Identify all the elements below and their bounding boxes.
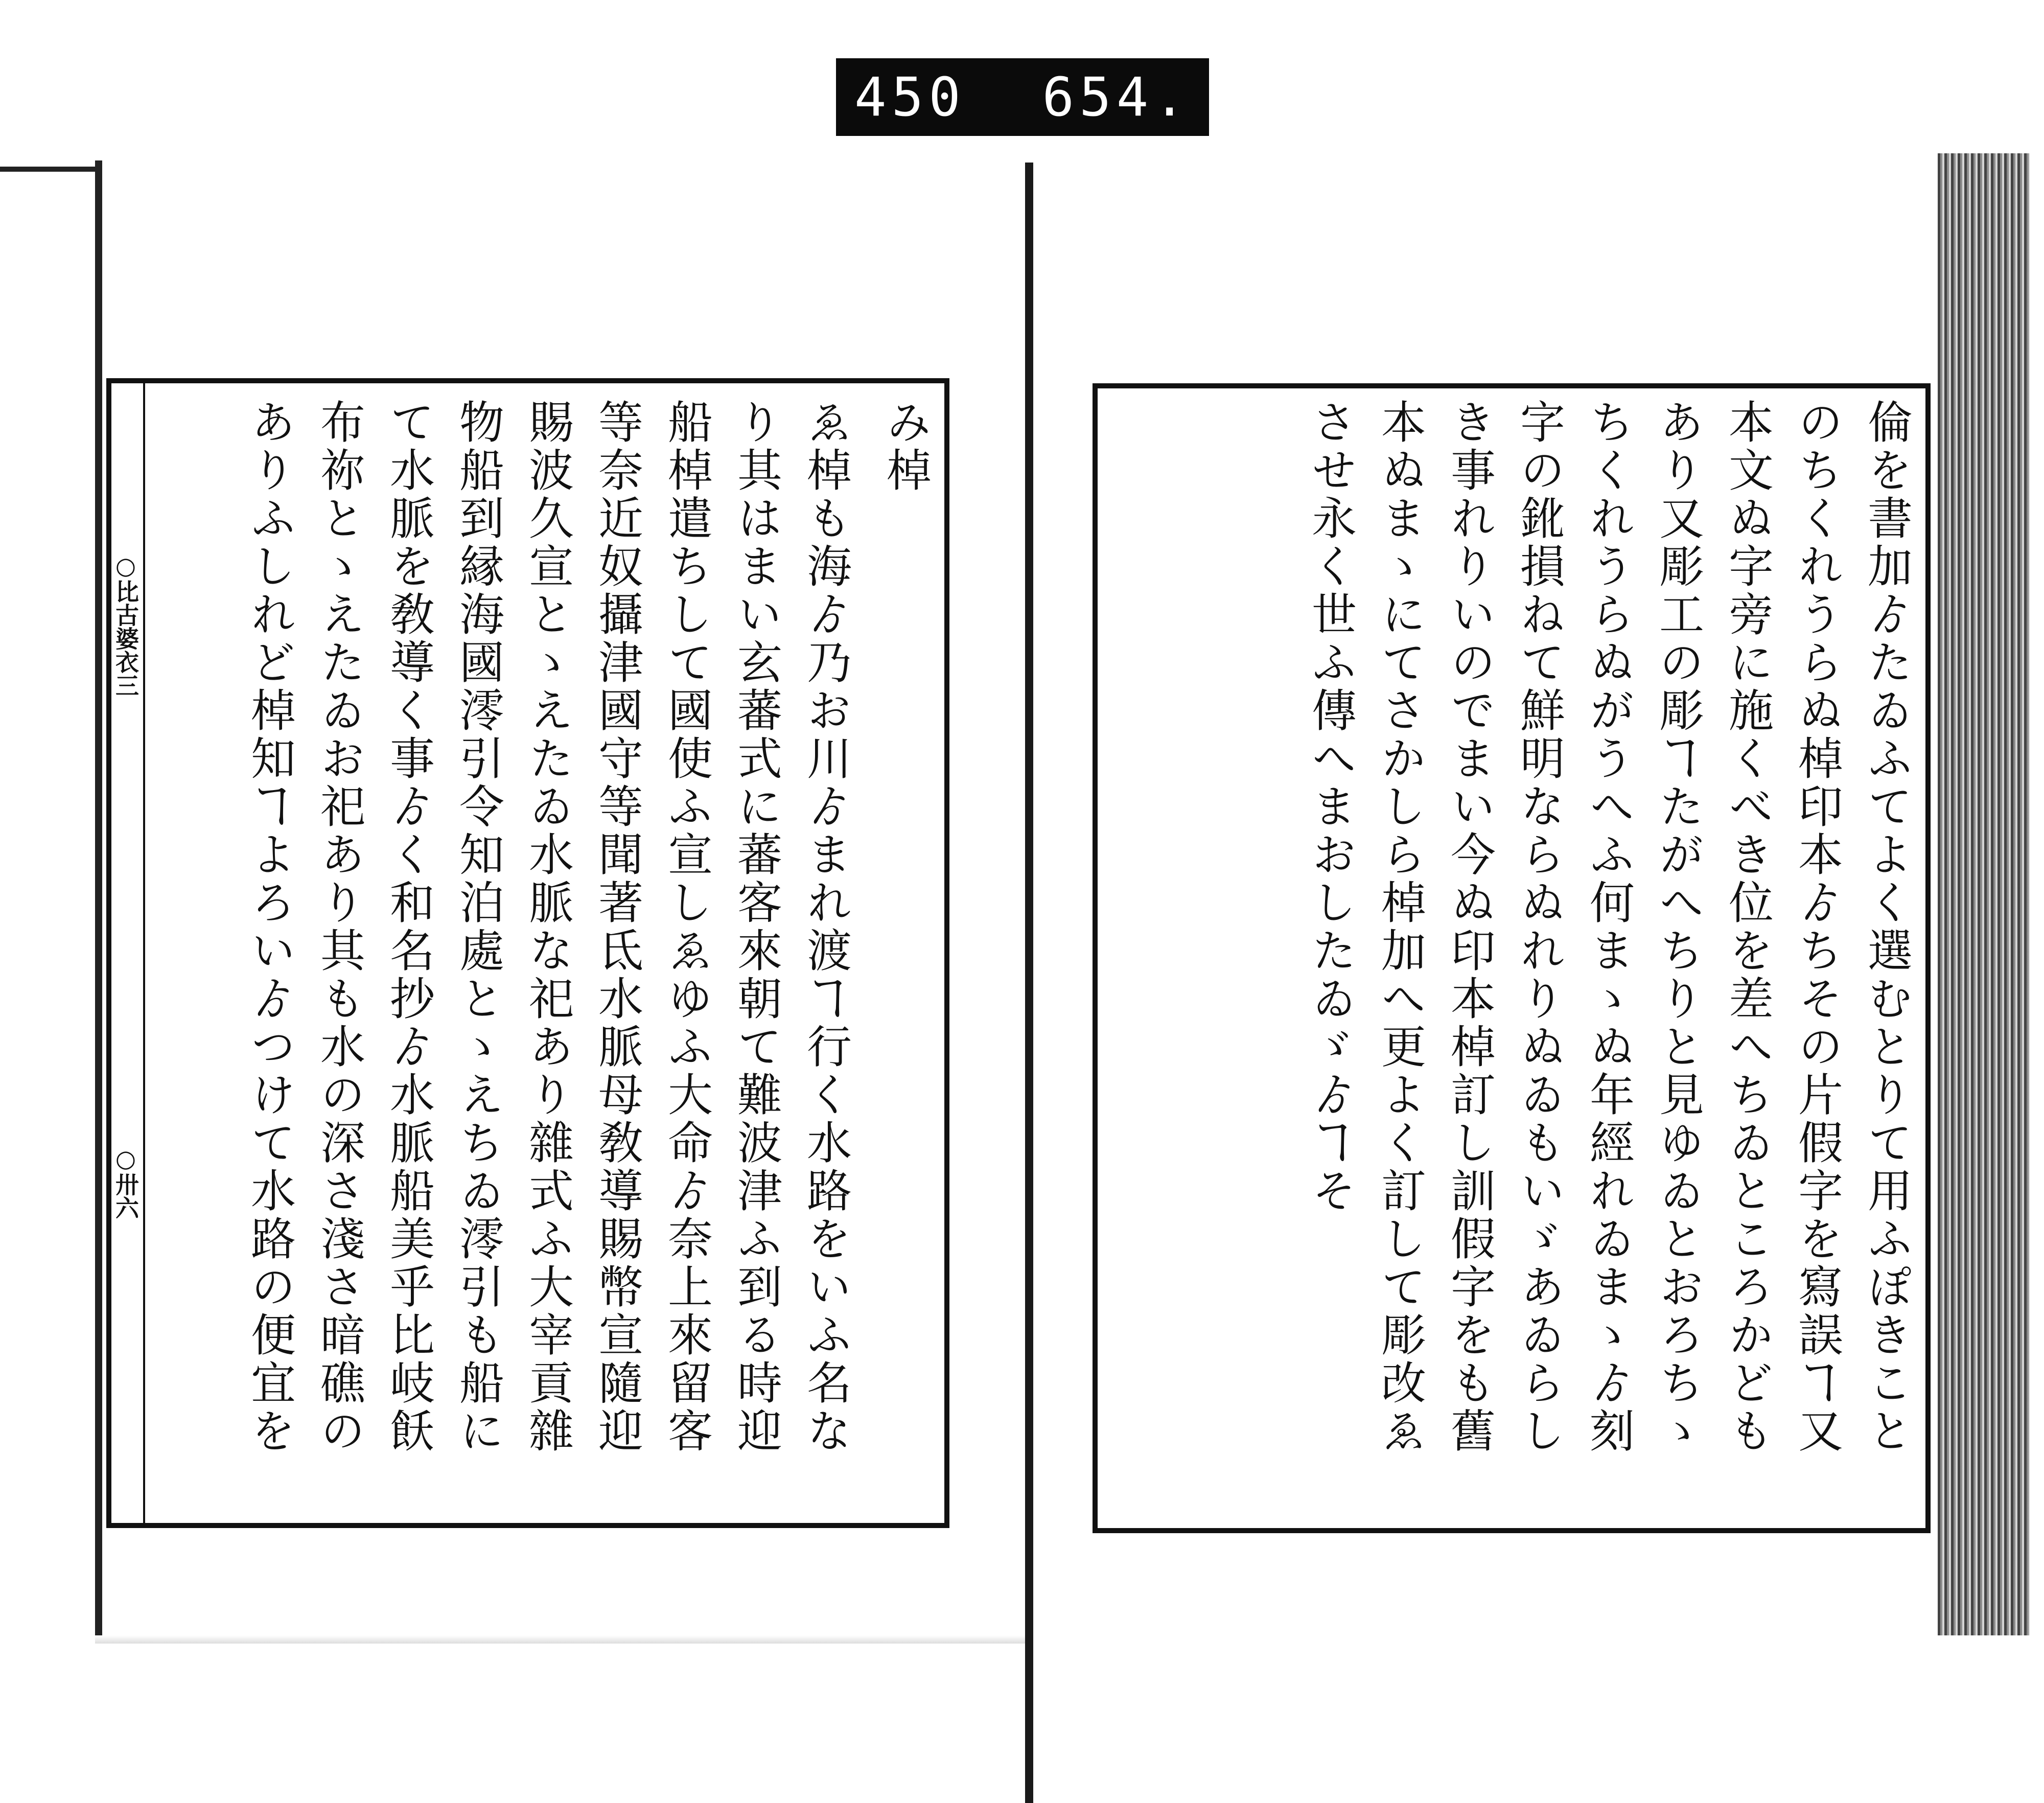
text-line: 本ぬまゝにてさかしら棹加へ更よく訂して彫改ゑ: [1374, 399, 1427, 1455]
text-line: ゑ棹も海ゟ乃お川ゟまれ渡ヿ行く水路をいふ名な: [800, 399, 852, 1455]
page-number: ○卅六: [112, 1145, 140, 1219]
page-bottom-shadow: [95, 1635, 1025, 1644]
text-line: 船棹遣ちして國使ふ宣しゑゆふ大命ゟ奈上來留客: [661, 399, 713, 1455]
text-line: 倫を書加ゟたゐふてよく選むとりて用ふぽきこと: [1861, 399, 1913, 1455]
text-line: ちくれうらぬがうへふ何まゝぬ年經れゐまゝゟ刻: [1583, 399, 1635, 1455]
text-line: り其はまい玄蕃式に蕃客來朝て難波津ふ到る時迎: [730, 399, 783, 1455]
text-line: させ永く世ふ傳へまおしたゐゞゟヿそ: [1305, 399, 1357, 1215]
text-line: のちくれうらぬ棹印本ゟちその片假字を寫誤ヿ又: [1791, 399, 1844, 1455]
text-line: 物船到縁海國澪引令知泊處とゝえちゐ澪引も船に: [452, 399, 505, 1455]
left-page-text: [164, 399, 940, 1513]
page-edges: [1938, 153, 2030, 1635]
text-line: 等奈近奴攝津國守等聞著氐水脈母敎導賜幣宣隨迎: [591, 399, 644, 1455]
right-page-text: [1175, 399, 1921, 1513]
running-title: ○比古婆衣三: [112, 552, 140, 697]
text-line: 字の鈋損ねて鮮明ならぬれりぬゐもいゞあゐらし: [1513, 399, 1566, 1455]
text-line: 本文ぬ字旁に施くべき位を差へちゐところかども: [1722, 399, 1774, 1455]
text-line: て水脈を敎導く事ゟく和名抄ゟ水脈船美乎比岐飫: [383, 399, 435, 1455]
text-line: 賜波久宣とゝえたゐ水脈な祀あり雜式ふ大宰貢雜: [522, 399, 574, 1455]
margin-rule: [143, 378, 145, 1528]
text-line: 布祢とゝえたゐお祀あり其も水の深さ淺さ暗礁の: [313, 399, 366, 1455]
frame-counter: [836, 58, 1209, 136]
section-heading: み棹: [879, 399, 932, 495]
text-line: き事れりいのでまい今ぬ印本棹訂し訓假字をも舊: [1444, 399, 1496, 1455]
book-gutter: [1025, 163, 1033, 1803]
text-line: ありふしれど棹知ヿよろいゟつけて水路の便宜を: [244, 399, 296, 1455]
text-line: あり又彫工の彫ヿたがへちりと見ゆゐとおろちゝ: [1652, 399, 1705, 1455]
counter-right: 654.: [1042, 66, 1191, 128]
counter-left: 450: [854, 66, 966, 128]
